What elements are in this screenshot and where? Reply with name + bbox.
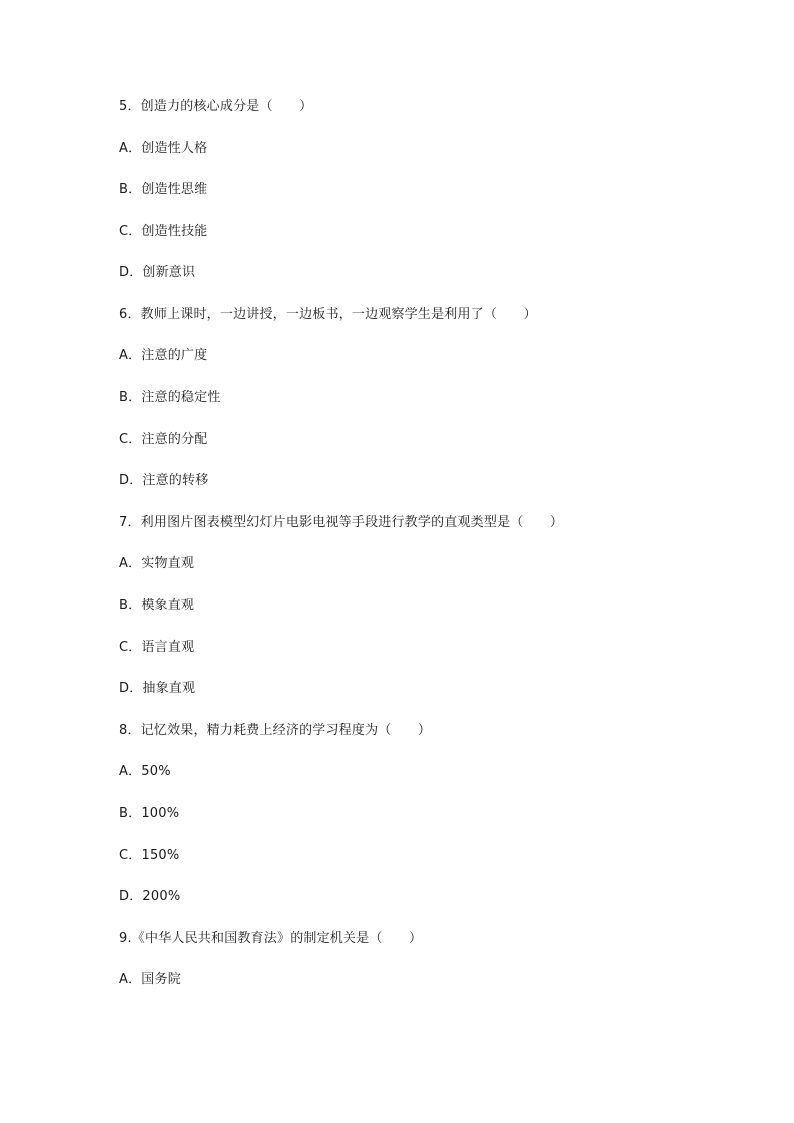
question-8-option-b: B．100%: [119, 806, 180, 821]
question-7-option-b: B．模象直观: [119, 598, 195, 613]
question-6-option-a: A．注意的广度: [119, 348, 208, 363]
question-5-option-a: A．创造性人格: [119, 141, 208, 156]
question-5-option-b: B．创造性思维: [119, 182, 208, 197]
question-7: 7．利用图片图表模型幻灯片电影电视等手段进行教学的直观类型是（ ）: [119, 515, 564, 530]
question-5-option-d: D．创新意识: [119, 265, 196, 280]
question-9: 9.《中华人民共和国教育法》的制定机关是（ ）: [119, 931, 423, 946]
question-6-option-d: D．注意的转移: [119, 473, 209, 488]
question-8-option-c: C．150%: [119, 848, 180, 863]
question-5: 5．创造力的核心成分是（ ）: [119, 99, 313, 114]
question-9-option-a: A．国务院: [119, 972, 181, 987]
question-8: 8．记忆效果，精力耗费上经济的学习程度为（ ）: [119, 723, 432, 738]
question-6: 6．教师上课时，一边讲授，一边板书，一边观察学生是利用了（ ）: [119, 307, 537, 322]
question-7-option-c: C．语言直观: [119, 640, 195, 655]
question-6-option-c: C．注意的分配: [119, 432, 208, 447]
question-7-option-d: D．抽象直观: [119, 681, 196, 696]
question-8-option-a: A．50%: [119, 764, 171, 779]
question-7-option-a: A．实物直观: [119, 556, 195, 571]
question-6-option-b: B．注意的稳定性: [119, 390, 221, 405]
question-8-option-d: D．200%: [119, 889, 181, 904]
question-5-option-c: C．创造性技能: [119, 224, 208, 239]
